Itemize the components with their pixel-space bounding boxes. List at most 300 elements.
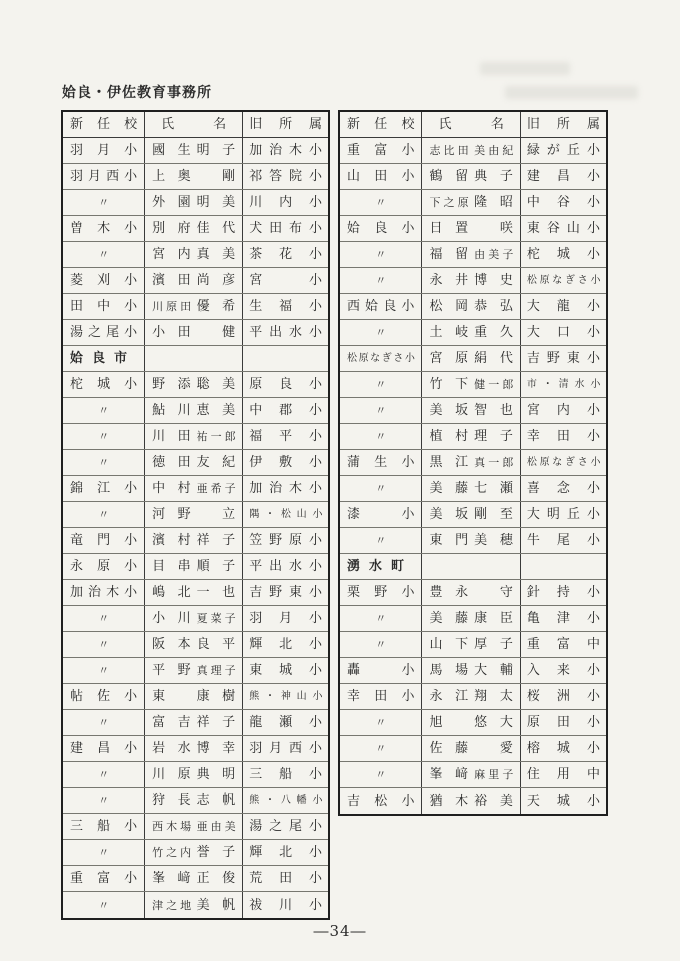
table-row	[340, 658, 606, 684]
char: 小	[308, 429, 322, 444]
char: 藤	[455, 741, 469, 756]
given-name	[194, 560, 236, 573]
new-school-cell	[63, 710, 145, 735]
char: 嶋	[152, 585, 166, 600]
char: 木	[455, 793, 469, 809]
char: 念	[556, 481, 570, 496]
name-cell	[145, 632, 243, 657]
char: 代	[499, 351, 513, 366]
table-row	[63, 762, 328, 788]
char: ぎ	[565, 456, 575, 468]
new-school-cell	[63, 736, 145, 761]
char: 西	[106, 169, 120, 184]
char: 翔	[474, 689, 488, 704]
char: 治	[269, 481, 283, 496]
name-cell	[145, 294, 243, 319]
char: 日	[429, 221, 443, 236]
table-header-row	[340, 112, 606, 138]
char: 中	[97, 299, 111, 314]
given-name	[471, 430, 513, 443]
char: 吉	[347, 793, 361, 809]
char: 藤	[455, 481, 469, 496]
char: 恭	[474, 299, 488, 314]
char: 小	[152, 325, 166, 340]
char: 内	[556, 403, 570, 418]
char: 栗	[347, 585, 361, 600]
family-name	[152, 144, 194, 157]
table-row	[340, 268, 606, 294]
char: 田	[374, 689, 388, 704]
char: 小	[401, 169, 415, 184]
old-school-cell	[243, 450, 328, 475]
char: 理	[474, 429, 488, 444]
char: 三	[249, 767, 263, 782]
char: 地	[180, 898, 191, 912]
char: 重	[474, 325, 488, 340]
table-row	[63, 476, 328, 502]
given-name	[194, 144, 236, 157]
char: 大	[526, 507, 540, 522]
char: 田	[457, 144, 469, 157]
new-school-cell	[340, 476, 422, 501]
old-school-cell	[243, 242, 328, 267]
name-cell	[422, 164, 520, 189]
char: 中	[586, 767, 600, 782]
char: 出	[269, 325, 283, 340]
table-row	[340, 372, 606, 398]
char: 子	[224, 612, 236, 625]
given-name	[471, 222, 513, 235]
old-school-cell	[521, 294, 606, 319]
char: 尾	[556, 533, 570, 548]
char: 井	[455, 273, 469, 288]
char: 水	[369, 559, 383, 574]
char: 永	[429, 273, 443, 288]
char: 帖	[70, 689, 84, 704]
char: 輝	[249, 637, 263, 652]
old-school-cell	[521, 476, 606, 501]
new-school-cell	[340, 580, 422, 605]
name-cell	[422, 580, 520, 605]
char: 小	[124, 325, 138, 340]
char: 富	[152, 715, 166, 730]
char: 小	[308, 481, 322, 496]
old-school-cell	[243, 398, 328, 423]
char: 美	[222, 403, 236, 418]
char: 熊	[249, 794, 259, 806]
name-cell	[145, 840, 243, 865]
new-school-cell	[340, 242, 422, 267]
char: 大	[499, 715, 513, 730]
new-school-cell	[63, 788, 145, 813]
char: 水	[289, 559, 303, 574]
family-name	[152, 690, 194, 703]
char: 野	[269, 585, 283, 600]
char: 岐	[455, 325, 469, 340]
char: 小	[586, 169, 600, 184]
char: 徳	[152, 455, 166, 470]
given-name	[471, 664, 513, 677]
char: 木	[166, 820, 177, 833]
ditto-mark: 〃	[375, 378, 387, 391]
char: 針	[526, 585, 540, 600]
ditto-mark: 〃	[375, 196, 387, 209]
char: 小	[586, 793, 600, 809]
char: 宮	[526, 403, 540, 418]
char: 大	[526, 299, 540, 314]
char: 漆	[347, 507, 361, 522]
char: 小	[586, 741, 600, 756]
char: 竜	[70, 533, 84, 548]
char: 小	[308, 273, 322, 288]
table-row	[340, 424, 606, 450]
old-school-cell	[521, 346, 606, 371]
new-school-cell	[340, 450, 422, 475]
char: 鶴	[429, 169, 443, 184]
char: 木	[289, 481, 303, 496]
given-name	[194, 483, 236, 494]
char: 小	[124, 169, 138, 184]
ditto-mark: 〃	[375, 430, 387, 443]
char: 東	[289, 585, 303, 600]
family-name	[152, 456, 194, 469]
family-name	[152, 274, 194, 287]
char: 湯	[249, 819, 263, 834]
name-cell	[422, 372, 520, 397]
char: 本	[177, 637, 191, 652]
table-row	[63, 450, 328, 476]
given-name	[471, 508, 513, 521]
char: 剛	[222, 169, 236, 184]
new-school-cell	[340, 164, 422, 189]
char: 敷	[279, 455, 293, 470]
old-school-cell	[521, 528, 606, 553]
char: 美	[499, 793, 513, 809]
char: 別	[152, 221, 166, 236]
char: 永	[455, 585, 469, 600]
given-name	[471, 586, 513, 599]
given-name	[194, 846, 236, 859]
char: 真	[196, 247, 210, 262]
char: 木	[97, 221, 111, 236]
ditto-mark: 〃	[98, 456, 110, 469]
char: 田	[70, 299, 84, 314]
header-new-school	[340, 112, 422, 137]
new-school-cell	[63, 840, 145, 865]
char: 置	[455, 221, 469, 236]
name-cell	[145, 216, 243, 241]
char: 水	[289, 325, 303, 340]
section-header-row	[340, 554, 606, 580]
new-school-cell	[63, 502, 145, 527]
given-name	[194, 899, 236, 912]
table-row	[63, 320, 328, 346]
ditto-mark: 〃	[98, 716, 110, 729]
page-showthrough-smudge	[505, 86, 638, 99]
char: 峯	[152, 871, 166, 886]
family-name	[152, 196, 194, 209]
char: 田	[556, 715, 570, 730]
new-school-cell	[340, 736, 422, 761]
char: 原	[166, 300, 177, 313]
char: 犬	[249, 221, 263, 236]
char: 紀	[222, 455, 236, 470]
char: 濱	[152, 273, 166, 288]
char: 内	[177, 247, 191, 262]
char: 所	[279, 117, 293, 132]
char: 一	[210, 430, 222, 443]
family-name	[429, 145, 471, 156]
given-name	[194, 534, 236, 547]
char: 東	[152, 689, 166, 704]
char: 子	[499, 429, 513, 444]
char: 野	[269, 533, 283, 548]
char: 清	[558, 378, 569, 390]
table-row	[340, 684, 606, 710]
given-name	[471, 404, 513, 417]
char: 小	[401, 793, 415, 809]
given-name	[194, 274, 236, 287]
name-cell	[422, 554, 520, 579]
char: 﨑	[177, 871, 191, 886]
char: 郡	[279, 403, 293, 418]
old-school-cell	[243, 762, 328, 787]
char: 下	[429, 196, 440, 209]
char: 小	[308, 377, 322, 392]
family-name	[152, 768, 194, 781]
family-name	[152, 612, 194, 625]
char: 喜	[526, 481, 540, 496]
family-name	[152, 794, 194, 807]
given-name	[471, 795, 513, 808]
char: 子	[222, 845, 236, 860]
given-name	[194, 508, 236, 521]
char: 城	[556, 793, 570, 809]
char: 小	[312, 794, 322, 806]
family-name	[429, 248, 471, 261]
char: 小	[586, 585, 600, 600]
char: 小	[308, 403, 322, 418]
name-cell	[145, 242, 243, 267]
old-school-cell	[521, 268, 606, 293]
char: 明	[196, 143, 210, 158]
char: 校	[401, 117, 415, 132]
char: 典	[196, 767, 210, 782]
old-school-cell	[521, 138, 606, 163]
old-school-cell	[243, 554, 328, 579]
char: 小	[308, 559, 322, 574]
family-name	[152, 534, 194, 547]
char: 小	[401, 585, 415, 600]
name-cell	[145, 658, 243, 683]
char: 北	[177, 585, 191, 600]
char: 小	[308, 611, 322, 626]
name-cell	[145, 346, 243, 371]
family-name	[152, 508, 194, 521]
family-name	[429, 404, 471, 417]
char: 健	[474, 378, 485, 391]
old-school-cell	[243, 476, 328, 501]
new-school-cell	[63, 554, 145, 579]
char: 谷	[556, 195, 570, 210]
char: 明	[222, 767, 236, 782]
char: 牛	[526, 533, 540, 548]
char: 美	[222, 377, 236, 392]
char: 明	[546, 507, 560, 522]
char: 伊	[249, 455, 263, 470]
ditto-mark: 〃	[98, 248, 110, 261]
char: 岡	[455, 299, 469, 314]
char: 厚	[474, 637, 488, 652]
char: 馬	[429, 663, 443, 678]
ditto-mark: 〃	[375, 404, 387, 417]
family-name	[429, 612, 471, 625]
char: 植	[429, 429, 443, 444]
char: 原	[539, 456, 550, 468]
char: 月	[88, 169, 102, 184]
char: 史	[499, 273, 513, 288]
header-name	[422, 112, 520, 137]
given-name	[471, 457, 513, 468]
old-school-cell	[521, 216, 606, 241]
char: 曽	[70, 221, 84, 236]
old-school-cell	[521, 554, 606, 579]
name-cell	[422, 450, 520, 475]
char: 羽	[249, 741, 263, 756]
char: 福	[249, 429, 263, 444]
given-name	[194, 170, 236, 183]
table-row	[63, 788, 328, 814]
name-cell	[145, 606, 243, 631]
family-name	[429, 274, 471, 287]
family-name	[152, 716, 194, 729]
old-school-cell	[521, 762, 606, 787]
char: 羽	[249, 611, 263, 626]
given-name	[194, 404, 236, 417]
table-row	[63, 840, 328, 866]
char: 湯	[70, 325, 84, 340]
char: 山	[296, 508, 307, 520]
char: 山	[296, 690, 307, 702]
ditto-mark: 〃	[98, 664, 110, 677]
table-row	[63, 294, 328, 320]
char: 長	[177, 793, 191, 808]
name-cell	[145, 268, 243, 293]
char: 田	[177, 273, 191, 288]
ditto-mark: 〃	[375, 326, 387, 339]
char: 中	[526, 195, 540, 210]
char: 一	[488, 378, 499, 391]
char: 新	[347, 117, 361, 132]
char: 加	[249, 143, 263, 158]
new-school-cell	[340, 268, 422, 293]
new-school-cell	[63, 242, 145, 267]
new-school-cell	[63, 164, 145, 189]
given-name	[194, 716, 236, 729]
char: 亜	[196, 820, 208, 833]
char: 口	[556, 325, 570, 340]
char: 福	[429, 247, 443, 262]
table-row	[63, 736, 328, 762]
table-row	[63, 632, 328, 658]
family-name	[152, 821, 194, 832]
old-school-cell	[521, 450, 606, 475]
char: 姶	[365, 299, 379, 314]
char: 富	[97, 871, 111, 886]
char: 富	[374, 143, 388, 158]
char: 湧	[347, 559, 361, 574]
char: 上	[152, 169, 166, 184]
char: 院	[289, 169, 303, 184]
char: 土	[429, 325, 443, 340]
char: 也	[499, 403, 513, 418]
name-cell	[422, 242, 520, 267]
name-cell	[422, 268, 520, 293]
table-row	[63, 710, 328, 736]
name-cell	[422, 528, 520, 553]
given-name	[471, 118, 504, 131]
table-row	[63, 658, 328, 684]
char: 丘	[566, 507, 580, 522]
old-school-cell	[521, 372, 606, 397]
char: 彦	[222, 273, 236, 288]
char: 樹	[222, 689, 236, 704]
old-school-cell	[521, 320, 606, 345]
char: 子	[499, 169, 513, 184]
char: 来	[556, 663, 570, 678]
char: 絹	[474, 351, 488, 366]
char: 小	[124, 273, 138, 288]
char: 志	[196, 793, 210, 808]
family-name	[152, 404, 194, 417]
char: 黒	[429, 455, 443, 470]
char: 瀬	[279, 715, 293, 730]
char: 小	[401, 299, 415, 314]
char: 美	[429, 481, 443, 496]
family-name	[429, 638, 471, 651]
new-school-cell	[340, 710, 422, 735]
old-school-cell	[243, 502, 328, 527]
char: 村	[455, 429, 469, 444]
char: 下	[455, 377, 469, 392]
char: 下	[455, 637, 469, 652]
char: 錦	[70, 481, 84, 496]
char: 富	[556, 637, 570, 652]
char: 奥	[177, 169, 191, 184]
char: 由	[474, 248, 485, 261]
char: 丘	[566, 143, 580, 158]
char: 重	[526, 637, 540, 652]
char: 津	[556, 611, 570, 626]
ditto-mark: 〃	[98, 430, 110, 443]
name-cell	[145, 424, 243, 449]
char: 加	[70, 585, 84, 600]
char: 明	[196, 195, 210, 210]
char: ぎ	[565, 274, 575, 286]
char: 宮	[152, 247, 166, 262]
char: 原	[526, 715, 540, 730]
old-school-cell	[243, 580, 328, 605]
char: 太	[499, 689, 513, 704]
family-name	[152, 872, 194, 885]
char: 小	[586, 715, 600, 730]
char: 美	[488, 248, 499, 261]
char: 重	[70, 871, 84, 886]
old-school-cell	[243, 268, 328, 293]
char: 藤	[455, 611, 469, 626]
given-name	[471, 249, 513, 260]
family-name	[152, 586, 194, 599]
